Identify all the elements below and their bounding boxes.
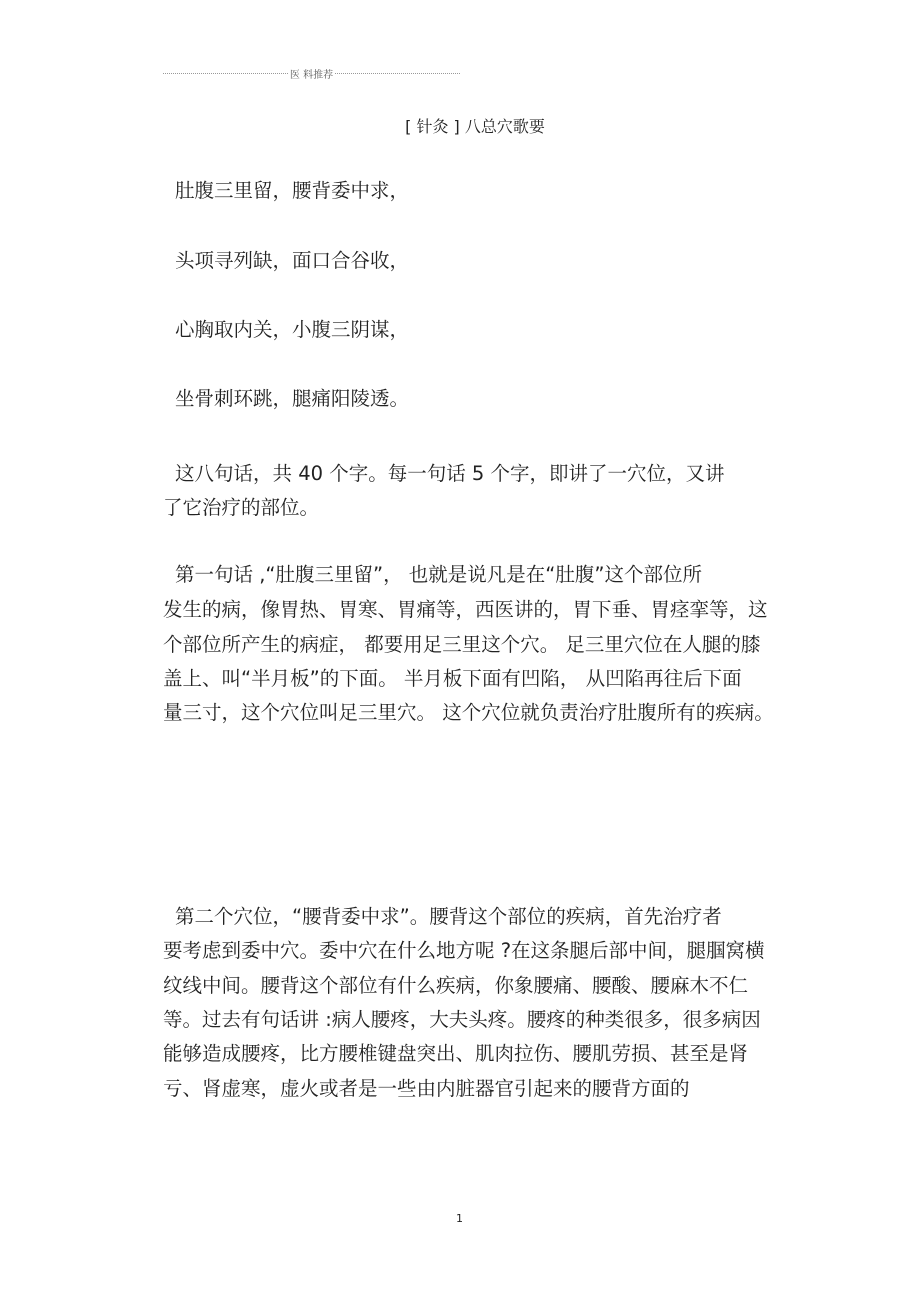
running-header xyxy=(163,66,460,81)
document-title: [ 针灸 ] 八总穴歌要 xyxy=(405,117,545,136)
paragraph-line: 第一句话 ,“肚腹三里留”， 也就是说凡是在“肚腹”这个部位所 xyxy=(175,563,703,586)
header-text: 医 料推荐 xyxy=(289,70,334,81)
verse-line: 心胸取内关，小腹三阴谋， xyxy=(175,318,410,341)
verse-line: 坐骨刺环跳，腿痛阳陵透。 xyxy=(175,387,410,410)
header-rule-left xyxy=(163,73,288,74)
verse-line: 肚腹三里留，腰背委中求， xyxy=(175,179,410,202)
paragraph-line: 纹线中间。腰背这个部位有什么疾病，你象腰痛、腰酸、腰麻木不仁 xyxy=(163,974,749,997)
paragraph-line: 量三寸，这个穴位叫足三里穴。 这个穴位就负责治疗肚腹所有的疾病。 xyxy=(163,701,774,724)
paragraph-line: 了它治疗的部位。 xyxy=(163,496,320,519)
paragraph-line: 盖上、叫“半月板”的下面。 半月板下面有凹陷， 从凹陷再往后下面 xyxy=(163,667,742,690)
paragraph-line: 这八句话，共 40 个字。每一句话 5 个字，即讲了一穴位，又讲 xyxy=(175,462,725,485)
paragraph-line: 等。过去有句话讲 :病人腰疼，大夫头疼。腰疼的种类很多，很多病因 xyxy=(163,1008,761,1031)
paragraph-line: 能够造成腰疼，比方腰椎键盘突出、肌肉拉伤、腰肌劳损、甚至是肾 xyxy=(163,1042,749,1065)
header-rule-right xyxy=(335,73,460,74)
paragraph-line: 亏、肾虚寒，虚火或者是一些由内脏器官引起来的腰背方面的 xyxy=(163,1077,690,1100)
verse-line: 头项寻列缺，面口合谷收， xyxy=(175,249,410,272)
paragraph-line: 个部位所产生的病症， 都要用足三里这个穴。 足三里穴位在人腿的膝 xyxy=(163,633,761,656)
paragraph-line: 第二个穴位，“腰背委中求”。腰背这个部位的疾病，首先治疗者 xyxy=(175,905,722,928)
paragraph-line: 要考虑到委中穴。委中穴在什么地方呢 ?在这条腿后部中间，腿腘窝横 xyxy=(163,939,765,962)
paragraph-line: 发生的病，像胃热、胃寒、胃痛等，西医讲的，胃下垂、胃痉挛等，这 xyxy=(163,598,768,621)
page-number: 1 xyxy=(456,1212,463,1225)
